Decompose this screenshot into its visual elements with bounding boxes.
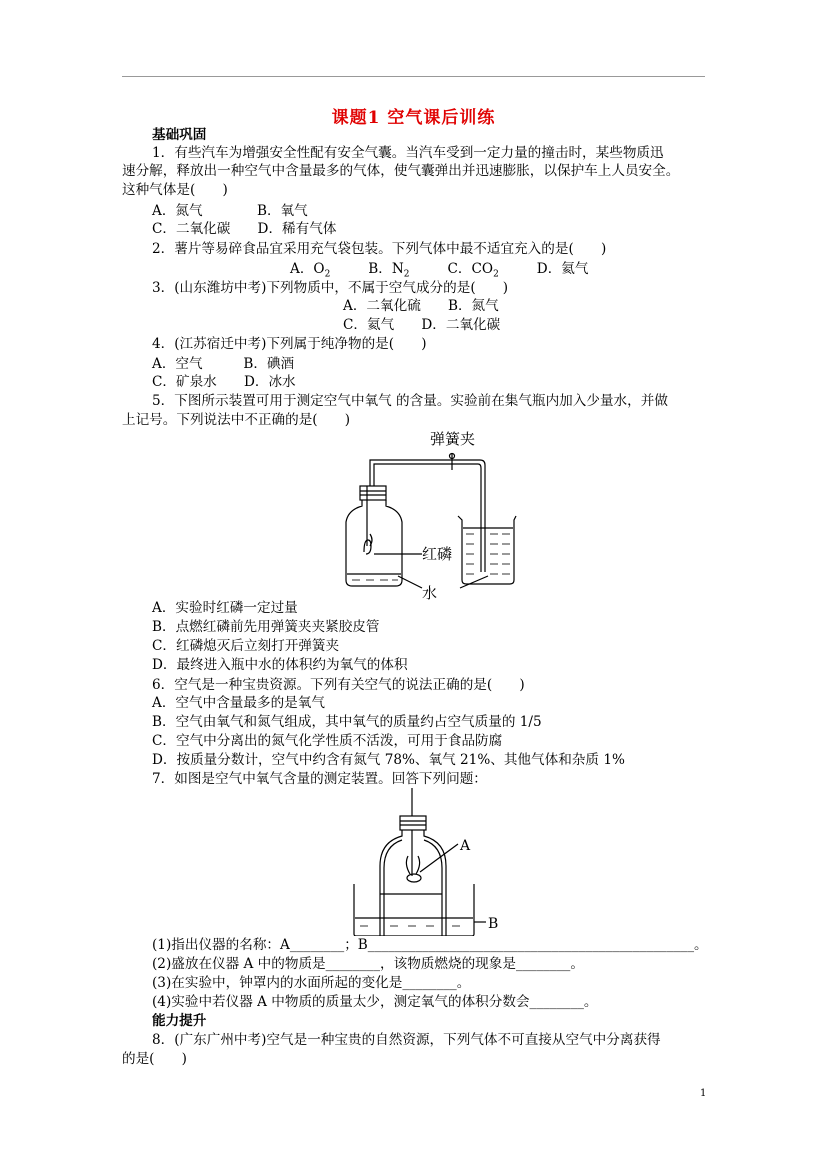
q2-option-d: D．氦气: [536, 261, 589, 277]
label-spring-clip: 弹簧夹: [430, 430, 476, 448]
q1-line-1: 1．有些汽车为增强安全性配有安全气囊。当汽车受到一定力量的撞击时，某些物质迅: [152, 145, 664, 161]
page-number: 1: [700, 1088, 707, 1099]
q5-line-2: 上记号。下列说法中不正确的是( ): [122, 412, 351, 428]
q5-line-1: 5．下图所示装置可用于测定空气中氧气 的含量。实验前在集气瓶内加入少量水，并做: [152, 393, 668, 409]
q6-option-b: B．空气由氧气和氮气组成，其中氧气的质量约占空气质量的 1/5: [152, 714, 542, 730]
q7-sub-4: (4)实验中若仪器 A 中物质的质量太少，测定氧气的体积分数会________。: [152, 994, 598, 1010]
q7-sub-1: (1)指出仪器的名称：A________；B________________________________________________。: [152, 937, 708, 953]
q3-options-1: A．二氧化硫 B．氮气: [343, 298, 499, 314]
q2-options: A．$O_2$ B．$N_2$ C．$CO_2$ D．氦气: [290, 261, 589, 280]
q4-options-1: A．空气 B．碘酒: [152, 356, 295, 372]
q5-option-d: D．最终进入瓶中水的体积约为氧气的体积: [152, 657, 408, 673]
q1-options-1: A．氮气 B．氧气: [152, 203, 308, 219]
q1-line-3: 这种气体是( ): [122, 182, 228, 198]
figure-bell-jar-apparatus: [352, 786, 502, 936]
label-b: B: [488, 916, 499, 932]
q7-line-1: 7．如图是空气中氧气含量的测定装置。回答下列问题：: [152, 771, 487, 787]
q6-option-a: A．空气中含量最多的是氧气: [152, 695, 325, 711]
q2-option-a: A．O: [290, 261, 325, 277]
q4-options-2: C．矿泉水 D．冰水: [152, 374, 296, 390]
label-a: A: [460, 838, 471, 854]
q3-line-1: 3．(山东潍坊中考)下列物质中，不属于空气成分的是( ): [152, 280, 509, 296]
q6-option-c: C．空气中分离出的氮气化学性质不活泼，可用于食品防腐: [152, 733, 503, 749]
section-heading-basic: 基础巩固: [152, 127, 207, 143]
q5-option-a: A．实验时红磷一定过量: [152, 600, 298, 616]
q2-option-c: C．CO: [447, 261, 494, 277]
q1-line-2: 速分解，释放出一种空气中含量最多的气体，使气囊弹出并迅速膨胀，以保护车上人员安全。: [122, 163, 680, 179]
page-title: 课题1 空气课后训练: [331, 108, 496, 128]
q3-options-2: C．氦气 D．二氧化碳: [343, 317, 501, 333]
q8-line-1: 8．(广东广州中考)空气是一种宝贵的自然资源，下列气体不可直接从空气中分离获得: [152, 1032, 661, 1048]
label-water: 水: [422, 584, 438, 600]
q8-line-2: 的是( ): [122, 1051, 187, 1067]
q7-sub-3: (3)在实验中，钟罩内的水面所起的变化是________。: [152, 975, 471, 991]
q6-line-1: 6．空气是一种宝贵资源。下列有关空气的说法正确的是( ): [152, 677, 525, 693]
q2-line-1: 2．薯片等易碎食品宜采用充气袋包装。下列气体中最不适宜充入的是( ): [152, 241, 607, 257]
label-red-phosphorus: 红磷: [422, 545, 453, 563]
figure-phosphorus-apparatus: [340, 428, 540, 600]
section-heading-advanced: 能力提升: [152, 1013, 207, 1029]
q6-option-d: D．按质量分数计，空气中约含有氮气 78%、氧气 21%、其他气体和杂质 1%: [152, 752, 625, 768]
q5-option-b: B．点燃红磷前先用弹簧夹夹紧胶皮管: [152, 619, 380, 635]
q4-line-1: 4．(江苏宿迁中考)下列属于纯净物的是( ): [152, 336, 427, 352]
q2-option-b: B．N: [368, 261, 404, 277]
q7-sub-2: (2)盛放在仪器 A 中的物质是________，该物质燃烧的现象是________。: [152, 956, 584, 972]
q5-option-c: C．红磷熄灭后立刻打开弹簧夹: [152, 638, 340, 654]
q1-options-2: C．二氧化碳 D．稀有气体: [152, 221, 337, 237]
header-rule: [122, 76, 705, 77]
